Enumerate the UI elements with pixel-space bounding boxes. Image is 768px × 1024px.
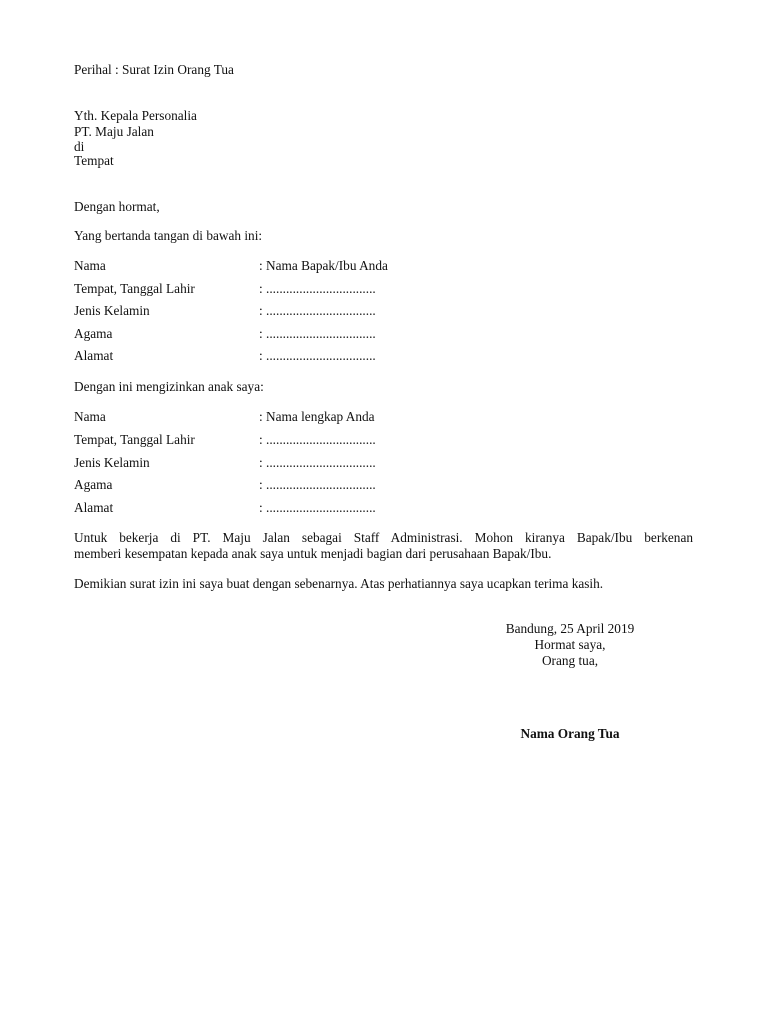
body-line-2: memberi kesempatan kepada anak saya untuk menjadi bagian dari perusahaan Bapak/Ibu. [74, 546, 552, 561]
field-label: Jenis Kelamin [74, 303, 150, 318]
child-intro: Dengan ini mengizinkan anak saya: [74, 379, 264, 394]
signer-role: Orang tua, [541, 653, 599, 668]
regards: Hormat saya, [534, 637, 606, 652]
recipient-line-1: Yth. Kepala Personalia [74, 108, 197, 123]
field-label: Alamat [74, 348, 114, 363]
greeting: Dengan hormat, [74, 199, 160, 214]
field-label: Alamat [74, 500, 114, 515]
recipient-line-2: PT. Maju Jalan [74, 124, 154, 139]
field-label: Tempat, Tanggal Lahir [74, 281, 195, 296]
field-value: : ................................. [259, 326, 376, 341]
place-date: Bandung, 25 April 2019 [505, 621, 635, 636]
subject-line: Perihal : Surat Izin Orang Tua [74, 62, 234, 77]
field-label: Agama [74, 326, 113, 341]
recipient-line-3: di [74, 139, 85, 154]
field-value: : ................................. [259, 500, 376, 515]
field-value: : ................................. [259, 281, 376, 296]
recipient-line-4: Tempat [74, 153, 114, 168]
field-label: Tempat, Tanggal Lahir [74, 432, 195, 447]
field-label: Nama [74, 409, 106, 424]
body-line-1: Untuk bekerja di PT. Maju Jalan sebagai Staff Administrasi. Mohon kiranya Bapak/Ibu berkenan [74, 530, 693, 545]
closing-paragraph: Demikian surat izin ini saya buat dengan sebenarnya. Atas perhatiannya saya ucapkan terima kasih. [74, 576, 604, 591]
parent-intro: Yang bertanda tangan di bawah ini: [74, 228, 263, 243]
field-value: : ................................. [259, 455, 376, 470]
field-value: : Nama lengkap Anda [259, 409, 375, 424]
field-label: Jenis Kelamin [74, 455, 150, 470]
body-paragraph [74, 530, 693, 562]
field-value: : ................................. [259, 303, 376, 318]
field-label: Nama [74, 258, 106, 273]
field-value: : ................................. [259, 477, 376, 492]
signature-block [470, 621, 670, 669]
field-value: : Nama Bapak/Ibu Anda [259, 258, 388, 273]
field-label: Agama [74, 477, 113, 492]
field-value: : ................................. [259, 348, 376, 363]
field-value: : ................................. [259, 432, 376, 447]
signer-name: Nama Orang Tua [520, 726, 620, 741]
